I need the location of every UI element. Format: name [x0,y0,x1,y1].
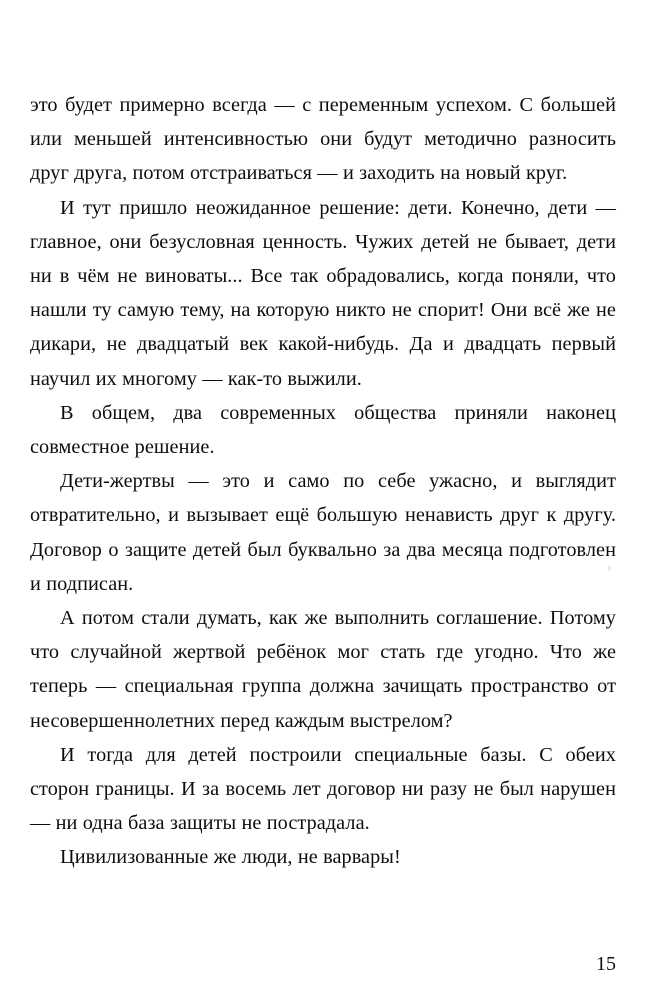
paragraph: А потом стали думать, как же выполнить соглашение. Потому что случайной жертвой ребёнок мог стать где угодно. Что же теперь — специальная группа должна зачищать пространство от несовершеннолетних перед каждым выстрелом? [30,607,616,732]
paragraph: И тут пришло неожиданное решение: дети. Конечно, дети — главное, они безусловная ценность. Чужих детей не бывает, дети ни в чём не виноваты... Все так обрадовались, когда поняли, что нашли ту самую тему, на которую никто не спорит! Они всё же не дикари, не двадцатый век какой-нибудь. Да и двадцать первый научил их многому — как-то выжили. [30,196,616,390]
page-text-block [30,88,616,875]
paragraph: В общем, два современных общества приняли наконец совместное решение. [30,401,616,459]
paragraph: И тогда для детей построили специальные базы. С обеих сторон границы. И за восемь лет договор ни разу не был нарушен — ни одна база защиты не пострадала. [30,743,616,835]
page-number: 15 [596,953,616,975]
paragraph: Дети-жертвы — это и само по себе ужасно, и выглядит отвратительно, и вызывает ещё большую ненависть друг к другу. Договор о защите детей был буквально за два месяца подготовлен и подписан. [30,470,616,595]
paragraph: Цивилизованные же люди, не варвары! [60,846,401,869]
paragraph: это будет примерно всегда — с переменным успехом. С большей или меньшей интенсивностью они будут методично разносить друг друга, потом отстраиваться — и заходить на новый круг. [30,94,616,185]
